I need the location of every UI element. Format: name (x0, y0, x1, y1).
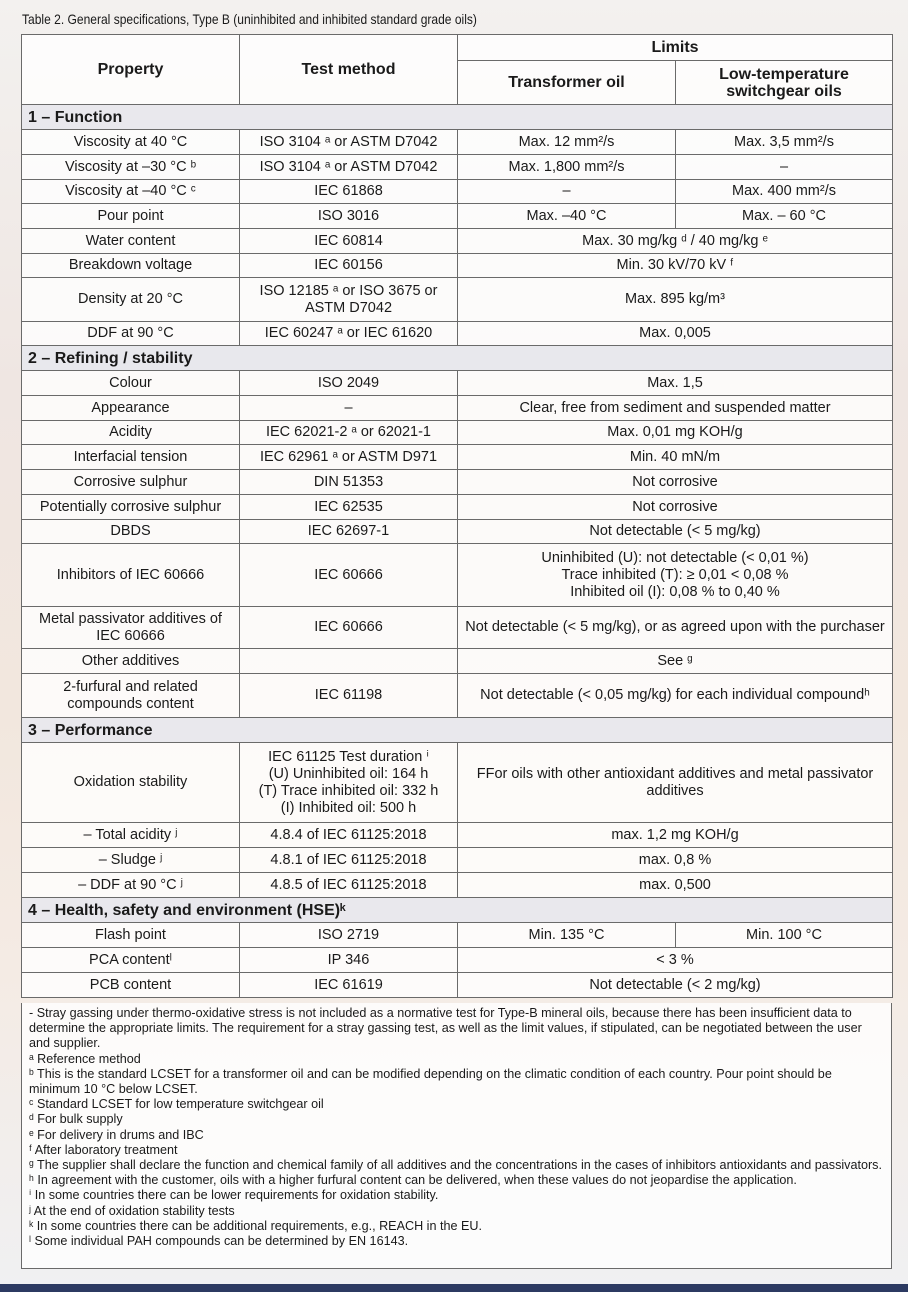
footnote: ᵉ For delivery in drums and IBC (29, 1127, 204, 1142)
method-cell (240, 743, 458, 823)
property-cell: – Sludge ʲ (22, 848, 240, 873)
footnotes (21, 1003, 892, 1269)
transformer-limit-cell: – (458, 180, 676, 204)
footnote: ᵏ In some countries there can be additional requirements, e.g., REACH in the EU. (29, 1218, 482, 1233)
table-row (22, 674, 893, 718)
table-row (22, 445, 893, 470)
transformer-limit-cell: Max. 12 mm²/s (458, 130, 676, 155)
property-cell: PCB content (22, 973, 240, 998)
method-cell: 4.8.5 of IEC 61125:2018 (240, 873, 458, 898)
table-row (22, 371, 893, 396)
method-cell: IEC 60814 (240, 229, 458, 254)
limit-cell: Min. 30 kV/70 kV ᶠ (458, 254, 893, 278)
method-cell: IEC 60156 (240, 254, 458, 278)
header-transformer-oil: Transformer oil (458, 61, 676, 105)
method-cell: ISO 2049 (240, 371, 458, 396)
section-function (22, 105, 893, 130)
table-row (22, 322, 893, 346)
property-cell: Viscosity at –40 °C ᶜ (22, 180, 240, 204)
transformer-limit-cell: Min. 135 °C (458, 923, 676, 948)
method-cell: ISO 2719 (240, 923, 458, 948)
lowtemp-limit-cell: Min. 100 °C (676, 923, 893, 948)
method-cell: ISO 3104 ᵃ or ASTM D7042 (240, 130, 458, 155)
property-cell: Flash point (22, 923, 240, 948)
property-cell: Other additives (22, 649, 240, 674)
lowtemp-limit-cell: Max. – 60 °C (676, 204, 893, 229)
method-cell: IEC 61868 (240, 180, 458, 204)
property-cell: – Total acidity ʲ (22, 823, 240, 848)
lowtemp-limit-cell: Max. 3,5 mm²/s (676, 130, 893, 155)
limit-cell: Max. 30 mg/kg ᵈ / 40 mg/kg ᵉ (458, 229, 893, 254)
property-cell: Pour point (22, 204, 240, 229)
method-cell: ISO 12185 ᵃ or ISO 3675 or ASTM D7042 (240, 278, 458, 322)
footnote: ᵇ This is the standard LCSET for a transformer oil and can be modified depending on the climatic condition of each country. Pour point should be minimum 10 °C below LCSET. (29, 1066, 832, 1097)
footnote: - Stray gassing under thermo-oxidative stress is not included as a normative test for Type-B mineral oils, because there has been insufficient data to determine the appropriate limits. The requirement for a stray gassing test, as well as the limit values, if stipulated, can be negotiated between the user and supplier. (29, 1006, 862, 1051)
lowtemp-limit-cell: Max. 400 mm²/s (676, 180, 893, 204)
table-row (22, 823, 893, 848)
property-cell: Potentially corrosive sulphur (22, 495, 240, 520)
method-cell: 4.8.4 of IEC 61125:2018 (240, 823, 458, 848)
section-refining-stability (22, 346, 893, 371)
property-cell: – DDF at 90 °C ʲ (22, 873, 240, 898)
property-cell: Corrosive sulphur (22, 470, 240, 495)
limit-cell: max. 0,500 (458, 873, 893, 898)
property-cell: PCA contentˡ (22, 948, 240, 973)
method-cell: IEC 62021-2 ᵃ or 62021-1 (240, 421, 458, 445)
table-row (22, 254, 893, 278)
table-row (22, 873, 893, 898)
lowtemp-limit-cell: – (676, 155, 893, 180)
property-cell: Breakdown voltage (22, 254, 240, 278)
section-performance (22, 718, 893, 743)
table-row (22, 278, 893, 322)
footnote: ˡ Some individual PAH compounds can be determined by EN 16143. (29, 1234, 409, 1249)
footnote: ᵍ The supplier shall declare the function and chemical family of all additives and the concentrations in the cases of inhibitors antioxidants and passivators. (29, 1158, 882, 1173)
limit-cell: Not detectable (< 0,05 mg/kg) for each individual compoundʰ (458, 674, 893, 718)
limit-line: Inhibited oil (I): 0,08 % to 0,40 % (570, 583, 780, 600)
method-cell: IEC 61619 (240, 973, 458, 998)
header-test-method: Test method (240, 35, 458, 105)
table-row (22, 396, 893, 421)
method-cell: ISO 3016 (240, 204, 458, 229)
footnote: ᵈ For bulk supply (29, 1112, 123, 1127)
property-cell: Viscosity at 40 °C (22, 130, 240, 155)
table-row (22, 848, 893, 873)
method-cell: ISO 3104 ᵃ or ASTM D7042 (240, 155, 458, 180)
footnote: ʲ At the end of oxidation stability tests (29, 1203, 235, 1218)
table-row (22, 607, 893, 649)
limit-cell: FFor oils with other antioxidant additives and metal passivator additives (458, 743, 893, 823)
limit-cell: Min. 40 mN/m (458, 445, 893, 470)
transformer-limit-cell: Max. –40 °C (458, 204, 676, 229)
property-cell: Colour (22, 371, 240, 396)
property-cell: Acidity (22, 421, 240, 445)
limit-line: Uninhibited (U): not detectable (< 0,01 %) (541, 549, 809, 566)
transformer-limit-cell: Max. 1,800 mm²/s (458, 155, 676, 180)
section-title: 4 – Health, safety and environment (HSE)ᵏ (22, 898, 893, 923)
section-hse (22, 898, 893, 923)
property-cell: Interfacial tension (22, 445, 240, 470)
property-cell: 2-furfural and related compounds content (22, 674, 240, 718)
property-cell: Metal passivator additives of IEC 60666 (22, 607, 240, 649)
table-row (22, 130, 893, 155)
method-cell: – (240, 396, 458, 421)
header-property: Property (22, 35, 240, 105)
header-row-1 (22, 35, 893, 61)
table-row (22, 520, 893, 544)
limit-cell (458, 544, 893, 607)
table-row (22, 204, 893, 229)
method-cell: IEC 61198 (240, 674, 458, 718)
footnote: ᶠ After laboratory treatment (29, 1142, 178, 1157)
limit-cell: Max. 895 kg/m³ (458, 278, 893, 322)
header-low-temp-switchgear: Low-temperature switchgear oils (676, 61, 893, 105)
limit-cell: Max. 1,5 (458, 371, 893, 396)
table-row (22, 544, 893, 607)
property-cell: Oxidation stability (22, 743, 240, 823)
limit-cell: < 3 % (458, 948, 893, 973)
method-line: IEC 61125 Test duration ⁱ (268, 748, 429, 765)
table-row (22, 973, 893, 998)
method-cell: DIN 51353 (240, 470, 458, 495)
table-row (22, 155, 893, 180)
limit-cell: Max. 0,01 mg KOH/g (458, 421, 893, 445)
limit-cell: Not corrosive (458, 495, 893, 520)
limit-cell: See ᵍ (458, 649, 893, 674)
property-cell: DBDS (22, 520, 240, 544)
table-row (22, 470, 893, 495)
method-line: (U) Uninhibited oil: 164 h (268, 765, 429, 782)
table-row (22, 229, 893, 254)
property-cell: Inhibitors of IEC 60666 (22, 544, 240, 607)
footnote: ᵃ Reference method (29, 1051, 141, 1066)
table-row (22, 495, 893, 520)
footnote: ᶜ Standard LCSET for low temperature switchgear oil (29, 1097, 324, 1112)
table-row (22, 649, 893, 674)
method-cell: IEC 62535 (240, 495, 458, 520)
limit-cell: max. 1,2 mg KOH/g (458, 823, 893, 848)
footnote: ⁱ In some countries there can be lower requirements for oxidation stability. (29, 1188, 439, 1203)
method-cell: IEC 60666 (240, 544, 458, 607)
property-cell: DDF at 90 °C (22, 322, 240, 346)
limit-line: Trace inhibited (T): ≥ 0,01 < 0,08 % (561, 566, 789, 583)
table-caption: Table 2. General specifications, Type B (uninhibited and inhibited standard grade oils) (22, 11, 477, 27)
table-row (22, 180, 893, 204)
section-title: 2 – Refining / stability (22, 346, 893, 371)
method-cell: IEC 62697-1 (240, 520, 458, 544)
table-row (22, 743, 893, 823)
method-cell: IEC 60247 ᵃ or IEC 61620 (240, 322, 458, 346)
method-cell: IEC 62961 ᵃ or ASTM D971 (240, 445, 458, 470)
property-cell: Viscosity at –30 °C ᵇ (22, 155, 240, 180)
limit-cell: Not detectable (< 5 mg/kg), or as agreed upon with the purchaser (458, 607, 893, 649)
method-cell: 4.8.1 of IEC 61125:2018 (240, 848, 458, 873)
table-row (22, 421, 893, 445)
limit-cell: Max. 0,005 (458, 322, 893, 346)
method-line: (I) Inhibited oil: 500 h (280, 799, 417, 816)
limit-cell: Not corrosive (458, 470, 893, 495)
table-row (22, 923, 893, 948)
bottom-bar (0, 1284, 908, 1292)
limit-cell: Clear, free from sediment and suspended matter (458, 396, 893, 421)
table-row (22, 948, 893, 973)
specifications-table (21, 34, 893, 998)
method-cell (240, 649, 458, 674)
limit-cell: max. 0,8 % (458, 848, 893, 873)
method-line: (T) Trace inhibited oil: 332 h (258, 782, 439, 799)
header-limits: Limits (458, 35, 893, 61)
section-title: 3 – Performance (22, 718, 893, 743)
property-cell: Appearance (22, 396, 240, 421)
method-cell: IP 346 (240, 948, 458, 973)
limit-cell: Not detectable (< 5 mg/kg) (458, 520, 893, 544)
limit-cell: Not detectable (< 2 mg/kg) (458, 973, 893, 998)
section-title: 1 – Function (22, 105, 893, 130)
property-cell: Density at 20 °C (22, 278, 240, 322)
footnote: ʰ In agreement with the customer, oils with a higher furfural content can be delivered, when these values do not jeopardise the application. (29, 1173, 797, 1188)
method-cell: IEC 60666 (240, 607, 458, 649)
property-cell: Water content (22, 229, 240, 254)
